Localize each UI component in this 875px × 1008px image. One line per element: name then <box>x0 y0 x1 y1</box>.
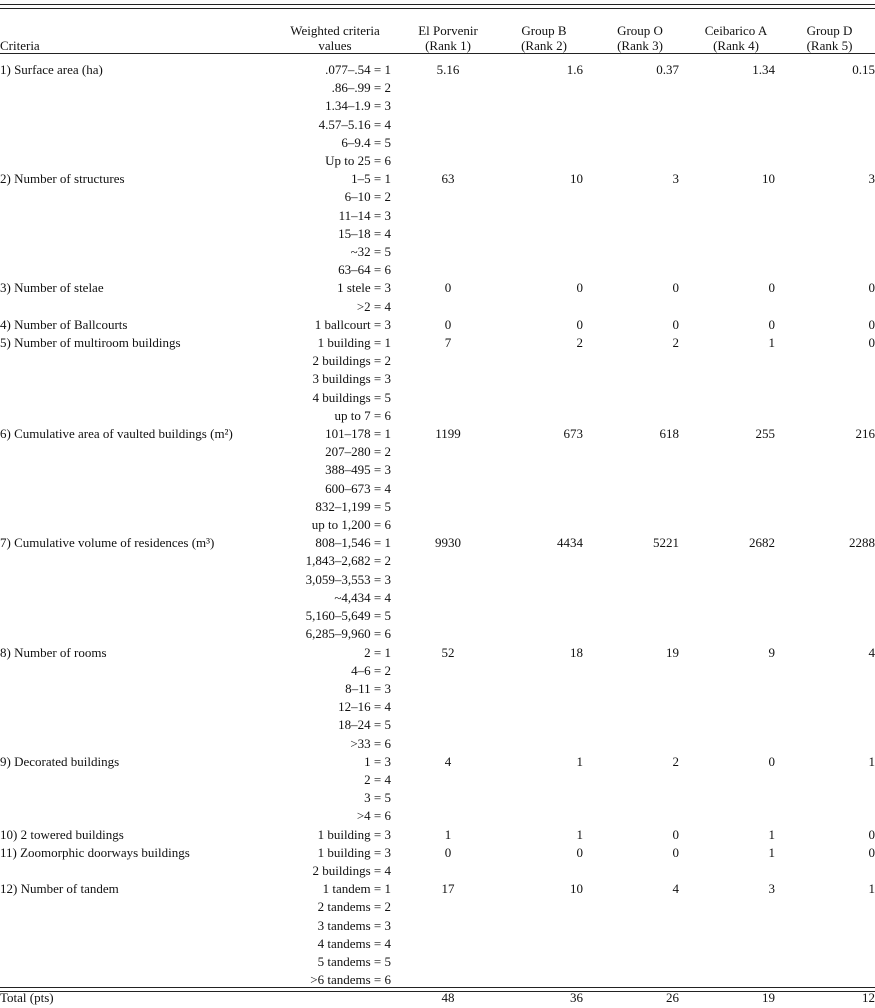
table-row <box>0 644 875 753</box>
weighted-value-line: 2 tandems = 2 <box>317 899 391 915</box>
weighted-value-line: 4–6 = 2 <box>351 662 391 678</box>
criteria-cell: 8) Number of rooms <box>0 644 107 660</box>
weighted-values-cell <box>270 844 400 880</box>
criteria-cell: 5) Number of multiroom buildings <box>0 335 181 351</box>
criteria-cell: 10) 2 towered buildings <box>0 826 124 842</box>
table-row <box>0 753 875 826</box>
weighted-value-line: ~4,434 = 4 <box>334 589 391 605</box>
column-header-line: Criteria <box>0 38 40 53</box>
weighted-value-line: up to 7 = 6 <box>334 407 391 423</box>
site-value-cell: 3 <box>672 171 679 187</box>
site-value-cell: 10 <box>570 881 583 897</box>
weighted-value-line: 3 = 5 <box>364 790 391 806</box>
table-row <box>0 279 875 315</box>
weighted-values-cell <box>270 425 400 534</box>
column-header <box>784 12 875 55</box>
site-value-cell: 63 <box>441 171 455 187</box>
site-value-cell: 18 <box>570 644 583 660</box>
criteria-table <box>0 12 875 1008</box>
column-header-line: Group O <box>617 23 663 38</box>
weighted-value-line: 1–5 = 1 <box>351 171 391 187</box>
column-header <box>688 12 784 55</box>
criteria-cell: 7) Cumulative volume of residences (m³) <box>0 535 215 551</box>
weighted-value-line: 3 tandems = 3 <box>317 917 391 933</box>
weighted-value-line: 2 = 1 <box>364 644 391 660</box>
site-value-cell: 0 <box>868 826 875 842</box>
weighted-value-line: 1 building = 1 <box>317 335 391 351</box>
weighted-value-line: 5,160–5,649 = 5 <box>305 608 391 624</box>
weighted-values-cell <box>270 279 400 315</box>
column-header <box>400 12 496 55</box>
weighted-values-cell <box>270 644 400 753</box>
weighted-value-line: >33 = 6 <box>350 735 391 751</box>
site-value-cell: 19 <box>666 644 679 660</box>
site-value-cell: 0 <box>672 844 679 860</box>
weighted-value-line: 1 = 3 <box>364 753 391 769</box>
weighted-values-cell <box>270 334 400 425</box>
site-value-cell: 0 <box>444 316 452 332</box>
table-row <box>0 880 875 989</box>
site-value-cell: 7 <box>444 335 452 351</box>
site-value-cell: 0 <box>768 753 775 769</box>
table-row <box>0 826 875 844</box>
weighted-value-line: 4 buildings = 5 <box>312 389 391 405</box>
site-value-cell: 1.34 <box>752 62 775 77</box>
weighted-value-line: 2 = 4 <box>364 771 391 787</box>
weighted-value-line: 18–24 = 5 <box>338 717 391 733</box>
weighted-value-line: 2 buildings = 4 <box>312 862 391 878</box>
weighted-value-line: 1 building = 3 <box>317 844 391 860</box>
criteria-cell: 11) Zoomorphic doorways buildings <box>0 844 190 860</box>
weighted-value-line: up to 1,200 = 6 <box>311 517 391 533</box>
weighted-value-line: 1 ballcourt = 3 <box>314 316 391 332</box>
site-value-cell: 4 <box>672 881 679 897</box>
weighted-values-cell <box>270 55 400 170</box>
site-value-cell: 255 <box>755 426 775 442</box>
total-label: Total (pts) <box>0 990 54 1006</box>
column-header-line: (Rank 3) <box>617 38 663 53</box>
site-value-cell: 3 <box>768 881 775 897</box>
weighted-values-cell <box>270 826 400 844</box>
site-value-cell: 2 <box>672 335 679 351</box>
site-value-cell: 0 <box>868 280 875 296</box>
bottom-rule-inner <box>0 987 875 988</box>
column-header <box>270 12 400 55</box>
column-header-line: (Rank 2) <box>521 38 567 53</box>
table-row <box>0 170 875 279</box>
top-rule-inner <box>0 8 875 9</box>
criteria-cell: 2) Number of structures <box>0 171 125 187</box>
column-header <box>0 12 270 55</box>
bottom-rule-outer <box>0 991 875 992</box>
column-header-line: El Porvenir <box>418 23 478 38</box>
criteria-cell: 4) Number of Ballcourts <box>0 316 128 332</box>
site-value-cell: 0.37 <box>656 62 679 77</box>
site-value-cell: 9930 <box>435 535 461 551</box>
weighted-value-line: 6,285–9,960 = 6 <box>305 626 391 642</box>
site-value-cell: 0 <box>868 844 875 860</box>
site-value-cell: 5.16 <box>436 62 460 77</box>
weighted-value-line: Up to 25 = 6 <box>325 153 391 169</box>
total-row <box>0 989 875 1007</box>
weighted-values-cell <box>270 534 400 643</box>
weighted-value-line: >4 = 6 <box>356 808 391 824</box>
site-value-cell: 1 <box>768 844 775 860</box>
weighted-value-line: 15–18 = 4 <box>338 225 391 241</box>
column-header-line: (Rank 4) <box>713 38 759 53</box>
site-value-cell: 0 <box>576 844 583 860</box>
weighted-value-line: 3 buildings = 3 <box>312 371 391 387</box>
weighted-values-cell <box>270 753 400 826</box>
site-value-cell: 2682 <box>749 535 775 551</box>
column-header-line: (Rank 5) <box>806 38 853 53</box>
weighted-value-line: 4.57–5.16 = 4 <box>318 116 391 132</box>
column-header-line: values <box>318 38 352 53</box>
column-header-line: (Rank 1) <box>425 38 471 53</box>
weighted-value-line: 2 buildings = 2 <box>312 353 391 369</box>
site-value-cell: 1 <box>868 881 875 897</box>
site-value-cell: 618 <box>659 426 679 442</box>
weighted-value-line: ~32 = 5 <box>350 244 391 260</box>
site-value-cell: 216 <box>855 426 875 442</box>
site-value-cell: 1 <box>868 753 875 769</box>
site-value-cell: 1 <box>444 826 452 842</box>
site-value-cell: 0 <box>672 826 679 842</box>
site-value-cell: 0 <box>672 280 679 296</box>
site-value-cell: 3 <box>868 171 875 187</box>
site-value-cell: 0 <box>672 316 679 332</box>
column-header-line: Ceibarico A <box>704 23 768 38</box>
weighted-value-line: 101–178 = 1 <box>325 426 391 442</box>
site-value-cell: 4 <box>868 644 875 660</box>
criteria-cell: 3) Number of stelae <box>0 280 104 296</box>
site-value-cell: 5221 <box>653 535 679 551</box>
table-row <box>0 534 875 643</box>
weighted-value-line: 5 tandems = 5 <box>317 953 391 969</box>
site-value-cell: 52 <box>441 644 455 660</box>
weighted-value-line: 832–1,199 = 5 <box>315 498 391 514</box>
site-value-cell: 2288 <box>849 535 875 551</box>
weighted-value-line: 3,059–3,553 = 3 <box>305 571 391 587</box>
total-value-cell: 12 <box>862 990 875 1006</box>
site-value-cell: 0 <box>576 280 583 296</box>
site-value-cell: 17 <box>441 881 455 897</box>
site-value-cell: 10 <box>570 171 583 187</box>
weighted-value-line: 1 stele = 3 <box>337 280 391 296</box>
criteria-cell: 12) Number of tandem <box>0 881 119 897</box>
site-value-cell: 2 <box>576 335 583 351</box>
site-value-cell: 0 <box>444 280 452 296</box>
criteria-cell: 6) Cumulative area of vaulted buildings (m²) <box>0 426 233 442</box>
weighted-value-line: 11–14 = 3 <box>338 207 391 223</box>
top-rule-outer <box>0 4 875 5</box>
total-value-cell: 19 <box>762 990 775 1006</box>
site-value-cell: 0.15 <box>852 62 875 77</box>
table-row <box>0 55 875 170</box>
weighted-value-line: .077–.54 = 1 <box>325 62 391 77</box>
weighted-values-cell <box>270 316 400 334</box>
site-value-cell: 1.6 <box>566 62 583 77</box>
site-value-cell: 0 <box>768 280 775 296</box>
total-value-cell: 48 <box>441 990 455 1006</box>
column-header-line: Group D <box>806 23 853 38</box>
weighted-value-line: 63–64 = 6 <box>338 262 391 278</box>
weighted-value-line: 12–16 = 4 <box>338 699 391 715</box>
total-value-cell: 26 <box>666 990 679 1006</box>
weighted-value-line: 388–495 = 3 <box>325 462 391 478</box>
column-header-line: Group B <box>521 23 567 38</box>
weighted-value-line: >2 = 4 <box>356 298 391 314</box>
weighted-value-line: .86–.99 = 2 <box>331 80 391 96</box>
weighted-value-line: 6–10 = 2 <box>344 189 391 205</box>
weighted-value-line: 1.34–1.9 = 3 <box>325 98 391 114</box>
site-value-cell: 1 <box>768 826 775 842</box>
site-value-cell: 0 <box>868 335 875 351</box>
criteria-cell: 1) Surface area (ha) <box>0 62 103 77</box>
column-header <box>592 12 688 55</box>
weighted-value-line: 4 tandems = 4 <box>317 935 391 951</box>
table-body <box>0 55 875 1008</box>
table-header <box>0 12 875 55</box>
site-value-cell: 0 <box>768 316 775 332</box>
site-value-cell: 10 <box>762 171 775 187</box>
column-header-line: Weighted criteria <box>290 23 380 38</box>
site-value-cell: 0 <box>868 316 875 332</box>
weighted-values-cell <box>270 880 400 989</box>
site-value-cell: 0 <box>444 844 452 860</box>
weighted-value-line: 600–673 = 4 <box>325 480 391 496</box>
site-value-cell: 1199 <box>435 426 461 442</box>
weighted-value-line: 207–280 = 2 <box>325 444 391 460</box>
total-empty-cell <box>270 989 400 1007</box>
weighted-value-line: >6 tandems = 6 <box>310 972 391 988</box>
site-value-cell: 4434 <box>557 535 583 551</box>
table-row <box>0 334 875 425</box>
table-row <box>0 425 875 534</box>
weighted-value-line: 1,843–2,682 = 2 <box>305 553 391 569</box>
weighted-value-line: 808–1,546 = 1 <box>315 535 391 551</box>
weighted-value-line: 1 building = 3 <box>317 826 391 842</box>
site-value-cell: 1 <box>768 335 775 351</box>
criteria-cell: 9) Decorated buildings <box>0 753 120 769</box>
site-value-cell: 1 <box>576 753 583 769</box>
site-value-cell: 9 <box>768 644 775 660</box>
site-value-cell: 2 <box>672 753 679 769</box>
weighted-values-cell <box>270 170 400 279</box>
header-row <box>0 12 875 55</box>
weighted-value-line: 1 tandem = 1 <box>322 881 391 897</box>
site-value-cell: 0 <box>576 316 583 332</box>
total-value-cell: 36 <box>570 990 583 1006</box>
weighted-value-line: 8–11 = 3 <box>345 680 391 696</box>
table-row <box>0 844 875 880</box>
site-value-cell: 4 <box>444 753 452 769</box>
column-header <box>496 12 592 55</box>
weighted-value-line: 6–9.4 = 5 <box>341 134 391 150</box>
site-value-cell: 673 <box>563 426 583 442</box>
site-value-cell: 1 <box>576 826 583 842</box>
table-row <box>0 316 875 334</box>
